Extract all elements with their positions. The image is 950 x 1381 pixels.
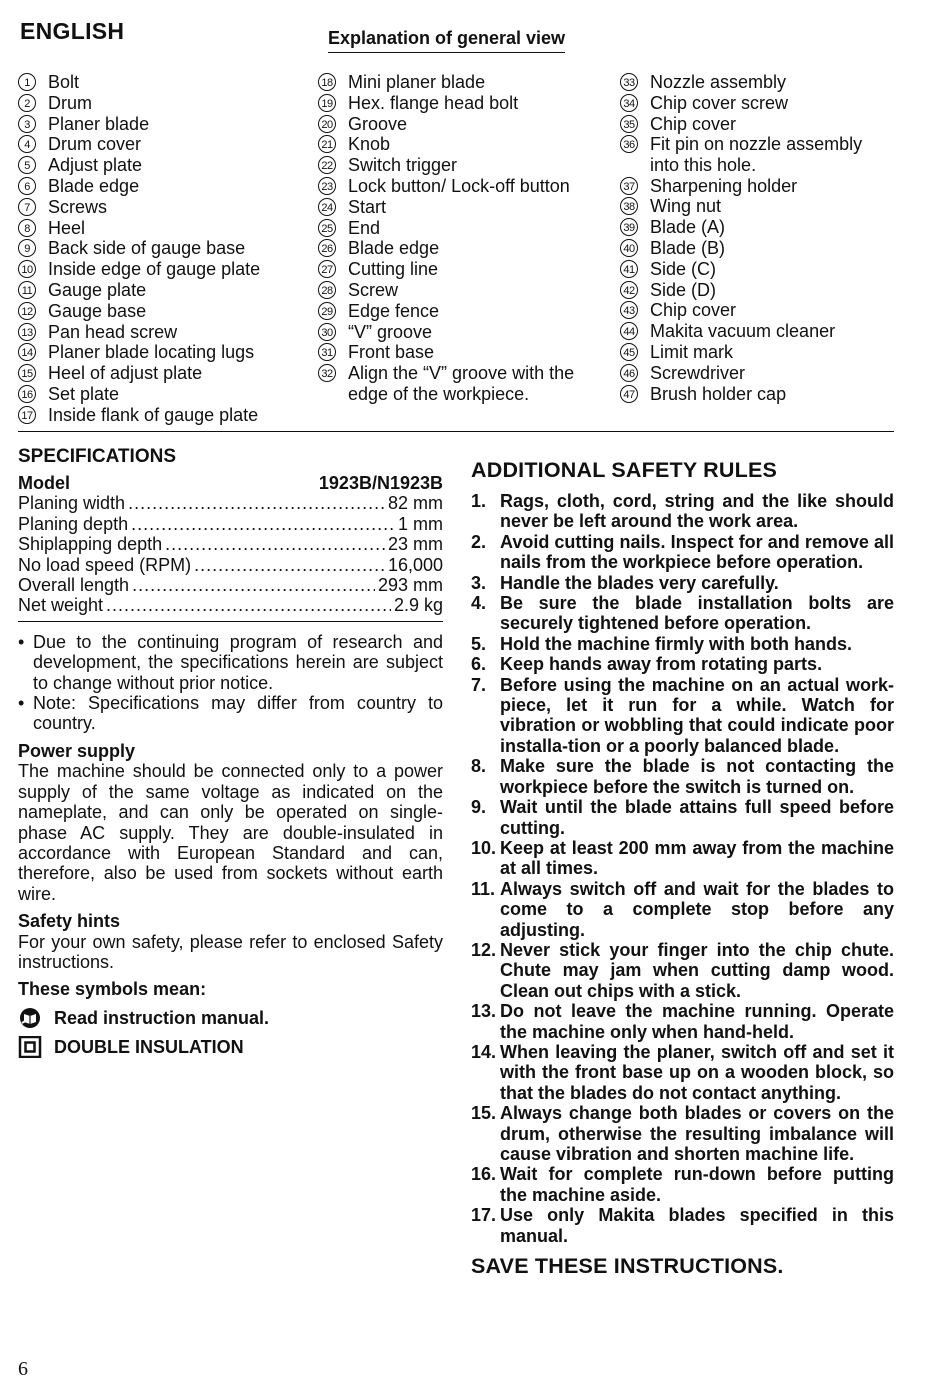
legend-text: End xyxy=(348,217,381,238)
legend-number-circle: 8 xyxy=(18,219,36,237)
double-insulation-label: DOUBLE INSULATION xyxy=(54,1036,244,1057)
symbol-double-insulation-row xyxy=(18,1036,443,1058)
legend-number-circle: 29 xyxy=(318,302,336,320)
legend-number-circle: 20 xyxy=(318,115,336,133)
legend-item xyxy=(18,301,308,322)
spec-note-text: Note: Specifications may differ from country to country. xyxy=(33,693,443,734)
legend-text: Start xyxy=(348,196,387,217)
spec-label: Overall length xyxy=(18,575,130,596)
legend-column-1 xyxy=(18,72,308,426)
legend-number-circle: 25 xyxy=(318,219,336,237)
safety-rule xyxy=(471,1001,894,1042)
double-insulation-icon xyxy=(18,1036,42,1058)
legend-item xyxy=(18,259,308,280)
legend-item xyxy=(620,363,895,384)
legend-item xyxy=(620,217,895,238)
legend-item xyxy=(318,301,598,322)
legend-item xyxy=(18,176,308,197)
spec-value: 23 mm xyxy=(387,534,443,555)
spec-row xyxy=(18,493,443,513)
spec-label: Net weight xyxy=(18,595,104,616)
legend-number-circle: 6 xyxy=(18,177,36,195)
legend-number-circle: 33 xyxy=(620,73,638,91)
legend-text: Drum xyxy=(48,92,92,113)
safety-rule-text: Do not leave the machine running. Operate the machine only when hand-held. xyxy=(500,1001,894,1042)
legend-number-circle: 43 xyxy=(620,301,638,319)
safety-rule-number: 14. xyxy=(471,1041,497,1062)
safety-rule xyxy=(471,1164,894,1205)
safety-rule xyxy=(471,491,894,532)
safety-rule-text: Handle the blades very carefully. xyxy=(500,572,779,593)
spec-value: 293 mm xyxy=(377,575,443,596)
safety-rule-text: Rags, cloth, cord, string and the like should never be left around the work area. xyxy=(500,491,894,532)
spec-notes xyxy=(18,632,443,734)
legend-text: Chip cover screw xyxy=(650,92,789,113)
legend-number-circle: 28 xyxy=(318,281,336,299)
legend-item xyxy=(318,114,598,135)
spec-note-text: Due to the continuing program of research and development, the specifications herein are subject to change without prior notice. xyxy=(33,631,443,693)
legend-text: Inside edge of gauge plate xyxy=(48,259,261,280)
spec-row xyxy=(18,534,443,554)
legend-number-circle: 40 xyxy=(620,239,638,257)
legend-text: Planer blade locating lugs xyxy=(48,342,255,363)
safety-rule-text: Wait until the blade attains full speed before cutting. xyxy=(500,797,894,838)
legend-item xyxy=(18,114,308,135)
spec-model-row xyxy=(18,473,443,493)
legend-item xyxy=(318,363,598,404)
legend-text: Makita vacuum cleaner xyxy=(650,321,836,342)
legend-item xyxy=(18,405,308,426)
legend-number-circle: 30 xyxy=(318,323,336,341)
legend-number-circle: 11 xyxy=(18,281,36,299)
legend-number-circle: 22 xyxy=(318,156,336,174)
legend-number-circle: 21 xyxy=(318,135,336,153)
safety-rule-text: Avoid cutting nails. Inspect for and remove all nails from the workpiece before operation. xyxy=(500,531,894,573)
page-number: 6 xyxy=(18,1358,28,1380)
legend-item xyxy=(318,259,598,280)
legend-text: Edge fence xyxy=(348,300,440,321)
legend-number-circle: 32 xyxy=(318,364,336,382)
safety-rule-text: When leaving the planer, switch off and set it with the front base up on a wooden block, so that the blades do not contact anything. xyxy=(500,1041,894,1103)
legend-number-circle: 16 xyxy=(18,385,36,403)
spec-divider xyxy=(18,621,443,622)
legend-number-circle: 18 xyxy=(318,73,336,91)
power-supply-text: The machine should be connected only to a power supply of the same voltage as indicated on the nameplate, and can only be operated on single-phase AC supply. They are double-insulated in accordance with European Standard and can, therefore, also be used from sockets without earth wire. xyxy=(18,761,443,904)
legend-text: Gauge base xyxy=(48,300,147,321)
legend-item xyxy=(620,384,895,405)
spec-leader-dots xyxy=(106,595,391,615)
spec-label: No load speed (RPM) xyxy=(18,554,192,575)
save-instructions: SAVE THESE INSTRUCTIONS. xyxy=(471,1254,784,1279)
legend-number-circle: 26 xyxy=(318,239,336,257)
legend-item xyxy=(318,72,598,93)
safety-rule-number: 4. xyxy=(471,593,487,614)
safety-rule xyxy=(471,573,894,593)
legend-text: Align the “V” groove with the edge of the workpiece. xyxy=(348,363,575,404)
spec-note xyxy=(18,632,443,693)
legend-text: Limit mark xyxy=(650,342,734,363)
legend-item xyxy=(318,322,598,343)
legend-item xyxy=(18,155,308,176)
legend-number-circle: 36 xyxy=(620,135,638,153)
legend-text: Knob xyxy=(348,134,391,155)
legend-text: Mini planer blade xyxy=(348,72,486,92)
legend-item xyxy=(620,196,895,217)
general-view-heading: Explanation of general view xyxy=(328,28,565,53)
spec-value: 1 mm xyxy=(398,513,443,534)
spec-model-value: 1923B/N1923B xyxy=(318,473,443,493)
legend-item xyxy=(18,342,308,363)
safety-rule xyxy=(471,797,894,838)
additional-safety-title: ADDITIONAL SAFETY RULES xyxy=(471,458,778,482)
spec-leader-dots xyxy=(132,575,375,595)
legend-number-circle: 7 xyxy=(18,198,36,216)
bullet-icon: • xyxy=(18,631,25,652)
legend-text: Heel of adjust plate xyxy=(48,363,203,384)
legend-text: Chip cover xyxy=(650,113,737,134)
legend-item xyxy=(318,197,598,218)
legend-number-circle: 44 xyxy=(620,322,638,340)
safety-rule-number: 16. xyxy=(471,1164,497,1185)
legend-number-circle: 5 xyxy=(18,156,36,174)
safety-rule-number: 11. xyxy=(471,878,496,899)
legend-text: Hex. flange head bolt xyxy=(348,92,519,113)
legend-item xyxy=(18,363,308,384)
legend-item xyxy=(620,300,895,321)
safety-rule-number: 13. xyxy=(471,1001,497,1022)
legend-item xyxy=(318,280,598,301)
safety-rule xyxy=(471,940,894,1001)
safety-rule xyxy=(471,756,894,797)
safety-rule-number: 7. xyxy=(471,674,487,695)
legend-text: Fit pin on nozzle assembly into this hole. xyxy=(650,134,863,175)
safety-rule xyxy=(471,532,894,573)
legend-text: Blade edge xyxy=(348,238,440,259)
safety-rule-text: Use only Makita blades specified in this manual. xyxy=(500,1205,894,1246)
legend-item xyxy=(318,342,598,363)
legend-number-circle: 46 xyxy=(620,364,638,382)
legend-text: Side (C) xyxy=(650,258,717,279)
safety-rule-text: Make sure the blade is not contacting the workpiece before the switch is turned on. xyxy=(500,756,894,797)
spec-value: 16,000 xyxy=(387,554,443,575)
safety-rule-number: 12. xyxy=(471,939,497,960)
legend-number-circle: 34 xyxy=(620,94,638,112)
power-supply-title: Power supply xyxy=(18,740,136,761)
legend-number-circle: 15 xyxy=(18,364,36,382)
legend-item xyxy=(18,322,308,343)
safety-rule-number: 8. xyxy=(471,756,487,777)
safety-rule xyxy=(471,1103,894,1164)
symbols-title: These symbols mean: xyxy=(18,979,207,1000)
safety-rules-list xyxy=(471,491,894,1246)
spec-rows xyxy=(18,493,443,615)
spec-value: 2.9 kg xyxy=(393,595,443,616)
legend-item xyxy=(620,321,895,342)
safety-rule-number: 9. xyxy=(471,797,487,818)
legend-text: Bolt xyxy=(48,72,80,92)
safety-rule-text: Always switch off and wait for the blades to come to a complete stop before any adjusting. xyxy=(500,878,894,940)
legend-number-circle: 1 xyxy=(18,73,36,91)
spec-model-label: Model xyxy=(18,473,70,493)
legend-item xyxy=(318,93,598,114)
legend-text: Adjust plate xyxy=(48,155,143,176)
safety-rule-text: Never stick your finger into the chip chute. Chute may jam when cutting damp wood. Clean out chips with a stick. xyxy=(500,939,894,1001)
safety-rule xyxy=(471,879,894,940)
safety-rule-text: Wait for complete run-down before putting the machine aside. xyxy=(500,1164,894,1205)
legend-number-circle: 9 xyxy=(18,239,36,257)
safety-rule-text: Hold the machine firmly with both hands. xyxy=(500,633,853,654)
legend-text: Heel xyxy=(48,217,86,238)
safety-rule xyxy=(471,593,894,634)
additional-safety-column xyxy=(471,458,894,1279)
legend-text: Chip cover xyxy=(650,300,737,321)
legend-item xyxy=(620,342,895,363)
spec-label: Planing width xyxy=(18,493,126,514)
safety-rule-number: 6. xyxy=(471,654,487,675)
legend-number-circle: 17 xyxy=(18,406,36,424)
legend-number-circle: 41 xyxy=(620,260,638,278)
legend-number-circle: 19 xyxy=(318,94,336,112)
legend-item xyxy=(18,72,308,93)
safety-rule-text: Be sure the blade installation bolts are securely tightened before operation. xyxy=(500,593,894,634)
legend-number-circle: 23 xyxy=(318,177,336,195)
safety-rule xyxy=(471,1205,894,1246)
spec-row xyxy=(18,514,443,534)
safety-rule xyxy=(471,1042,894,1103)
legend-text: Cutting line xyxy=(348,259,439,280)
spec-row xyxy=(18,575,443,595)
spec-row xyxy=(18,555,443,575)
legend-text: Back side of gauge base xyxy=(48,238,246,259)
safety-rule-number: 17. xyxy=(471,1205,497,1226)
safety-rule-text: Keep at least 200 mm away from the machine at all times. xyxy=(500,837,894,879)
spec-label: Planing depth xyxy=(18,513,129,534)
legend-text: Screw xyxy=(348,279,399,300)
legend-item xyxy=(620,238,895,259)
safety-hints-text: For your own safety, please refer to enclosed Safety instructions. xyxy=(18,931,443,972)
legend-text: Screwdriver xyxy=(650,362,746,383)
legend-text: Gauge plate xyxy=(48,279,147,300)
legend-text: Planer blade xyxy=(48,113,150,134)
legend-text: Blade (B) xyxy=(650,238,726,259)
specifications-column xyxy=(18,446,443,1058)
spec-leader-dots xyxy=(128,493,385,513)
legend-item xyxy=(620,280,895,301)
safety-rule xyxy=(471,838,894,879)
spec-note xyxy=(18,693,443,734)
legend-text: Groove xyxy=(348,113,408,134)
spec-value: 82 mm xyxy=(387,493,443,514)
legend-number-circle: 45 xyxy=(620,343,638,361)
legend-text: Wing nut xyxy=(650,196,722,217)
legend-item xyxy=(620,134,895,175)
legend-column-3 xyxy=(620,72,895,404)
legend-number-circle: 42 xyxy=(620,281,638,299)
legend-number-circle: 38 xyxy=(620,197,638,215)
legend-number-circle: 14 xyxy=(18,343,36,361)
legend-number-circle: 24 xyxy=(318,198,336,216)
symbol-read-manual-row xyxy=(18,1007,443,1029)
page-language-heading: ENGLISH xyxy=(20,18,125,44)
read-manual-icon xyxy=(18,1007,42,1029)
legend-number-circle: 12 xyxy=(18,302,36,320)
legend-item xyxy=(18,238,308,259)
legend-item xyxy=(318,134,598,155)
legend-item xyxy=(18,384,308,405)
legend-text: Blade edge xyxy=(48,175,140,196)
safety-hints-title: Safety hints xyxy=(18,911,121,932)
spec-leader-dots xyxy=(131,514,395,534)
legend-number-circle: 3 xyxy=(18,115,36,133)
legend-item xyxy=(18,280,308,301)
legend-item xyxy=(318,155,598,176)
legend-number-circle: 47 xyxy=(620,385,638,403)
legend-item xyxy=(18,134,308,155)
legend-text: “V” groove xyxy=(348,321,433,342)
legend-text: Inside flank of gauge plate xyxy=(48,404,259,425)
legend-number-circle: 13 xyxy=(18,323,36,341)
legend-text: Brush holder cap xyxy=(650,383,787,404)
divider-line xyxy=(18,431,894,432)
legend-text: Nozzle assembly xyxy=(650,72,787,92)
legend-item xyxy=(620,93,895,114)
legend-item xyxy=(318,176,598,197)
specifications-title: SPECIFICATIONS xyxy=(18,446,176,467)
legend-item xyxy=(620,72,895,93)
safety-rule-number: 5. xyxy=(471,633,487,654)
legend-item xyxy=(318,218,598,239)
safety-rule xyxy=(471,654,894,674)
legend-text: Screws xyxy=(48,196,108,217)
legend-number-circle: 27 xyxy=(318,260,336,278)
legend-number-circle: 4 xyxy=(18,135,36,153)
spec-label: Shiplapping depth xyxy=(18,534,163,555)
legend-item xyxy=(18,93,308,114)
legend-text: Drum cover xyxy=(48,134,142,155)
legend-item xyxy=(18,197,308,218)
legend-text: Pan head screw xyxy=(48,321,178,342)
legend-text: Front base xyxy=(348,342,435,363)
legend-item xyxy=(18,218,308,239)
legend-text: Set plate xyxy=(48,383,120,404)
spec-leader-dots xyxy=(194,555,385,575)
legend-number-circle: 39 xyxy=(620,218,638,236)
legend-text: Switch trigger xyxy=(348,155,458,176)
legend-number-circle: 2 xyxy=(18,94,36,112)
legend-text: Side (D) xyxy=(650,279,717,300)
safety-rule-number: 1. xyxy=(471,491,487,511)
legend-number-circle: 10 xyxy=(18,260,36,278)
read-manual-label: Read instruction manual. xyxy=(54,1007,270,1028)
bullet-icon: • xyxy=(18,693,25,714)
legend-column-2 xyxy=(318,72,598,404)
legend-item xyxy=(620,114,895,135)
safety-rule-number: 15. xyxy=(471,1103,497,1124)
safety-rule-text: Keep hands away from rotating parts. xyxy=(500,654,823,675)
safety-rule-number: 2. xyxy=(471,531,487,552)
spec-leader-dots xyxy=(165,534,385,554)
safety-rule-number: 3. xyxy=(471,572,487,593)
legend-text: Sharpening holder xyxy=(650,175,798,196)
safety-rule-text: Before using the machine on an actual work-piece, let it run for a while. Watch for vibration or wobbling that could indicate poor installa-tion or a poorly balanced blade. xyxy=(500,674,894,756)
safety-rule-number: 10. xyxy=(471,837,497,858)
legend-number-circle: 37 xyxy=(620,177,638,195)
safety-rule xyxy=(471,634,894,654)
legend-number-circle: 35 xyxy=(620,115,638,133)
legend-text: Blade (A) xyxy=(650,217,726,238)
safety-rule-text: Always change both blades or covers on the drum, otherwise the resulting imbalance will cause vibration and shorten machine life. xyxy=(500,1103,894,1164)
safety-rule xyxy=(471,675,894,757)
legend-item xyxy=(620,176,895,197)
legend-item xyxy=(318,238,598,259)
legend-item xyxy=(620,259,895,280)
legend-text: Lock button/ Lock-off button xyxy=(348,175,570,196)
legend-number-circle: 31 xyxy=(318,343,336,361)
spec-row xyxy=(18,595,443,615)
